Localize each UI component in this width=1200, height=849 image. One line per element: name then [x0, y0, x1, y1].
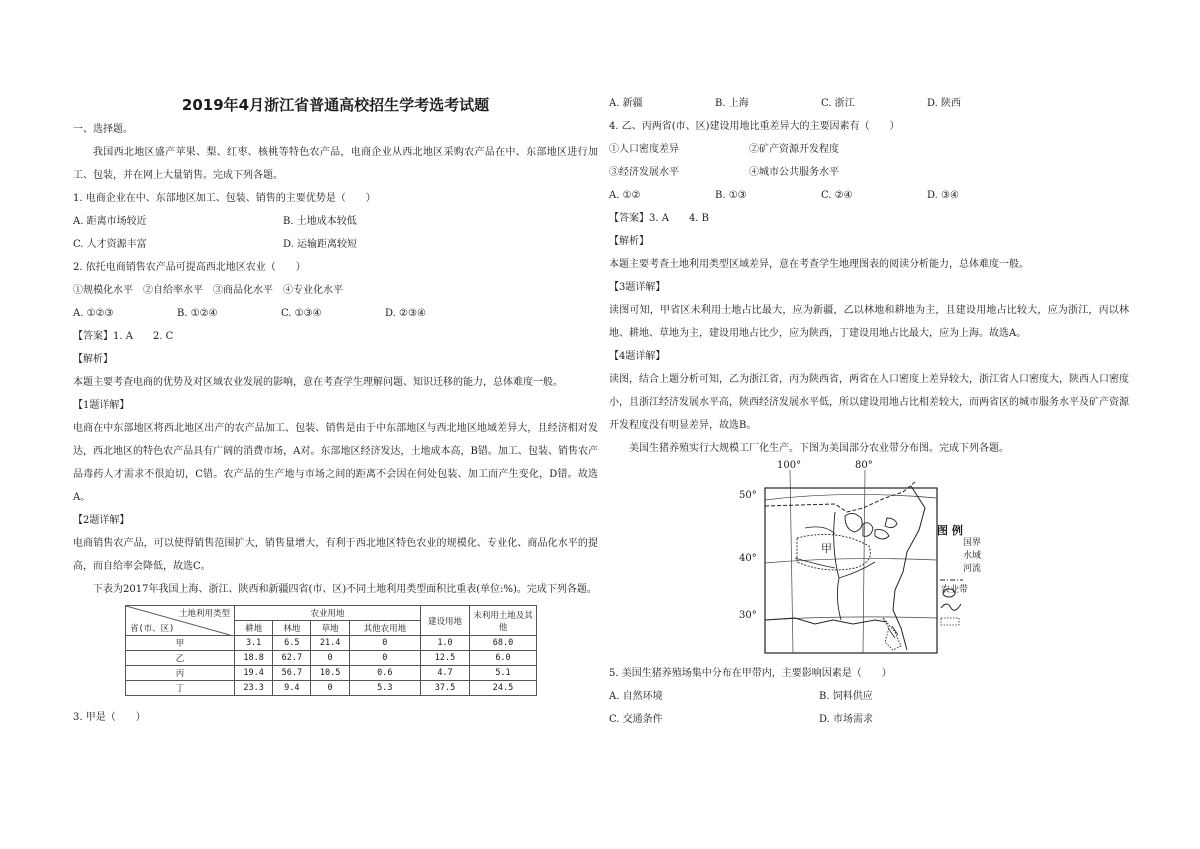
question-1-stem: 1. 电商企业在中、东部地区加工、包装、销售的主要优势是（ ） — [73, 193, 376, 204]
detail-heading-3: 【3题详解】 — [609, 282, 666, 293]
table-cell: 56.7 — [273, 666, 311, 681]
table-header-unused: 未利用土地及其他 — [470, 606, 537, 636]
analysis-heading-1: 【解析】 — [73, 354, 113, 365]
map-longitude-label: 100° — [777, 460, 802, 471]
question-5-options-row2 — [609, 708, 1129, 731]
detail-heading-2: 【2题详解】 — [73, 515, 130, 526]
question-4-options — [609, 184, 1129, 207]
table-row — [126, 666, 537, 681]
legend-item: 河流 — [963, 564, 982, 574]
q3-option-d: D. 陕西 — [927, 98, 962, 109]
detail-3-text: 读图可知，甲省区未利用土地占比最大，应为新疆，乙以林地和耕地为主，且建设用地占比较大，应为浙江，丙以林地、耕地、草地为主，建设用地占比少，应为陕西，丁建设用地占比最大，应为上海。故选A。 — [609, 305, 1129, 339]
table-cell: 21.4 — [311, 636, 349, 651]
table-row — [126, 636, 537, 651]
question-5-stem: 5. 美国生猪养殖场集中分布在甲带内，主要影响因素是（ ） — [609, 668, 892, 679]
legend-item: 农业带 — [941, 585, 969, 595]
question-4-stem: 4. 乙、丙两省(市、区)建设用地比重差异大的主要因素有（ ） — [609, 121, 900, 132]
table-cell: 62.7 — [273, 651, 311, 666]
question-1-options-row2 — [73, 233, 598, 256]
question-3-stem: 3. 甲是（ ） — [73, 712, 146, 723]
map-legend — [937, 524, 981, 597]
row-label: 丁 — [126, 681, 235, 696]
table-cell: 19.4 — [235, 666, 273, 681]
table-cell: 5.1 — [470, 666, 537, 681]
detail-heading-4: 【4题详解】 — [609, 351, 666, 362]
us-agriculture-map — [735, 460, 987, 656]
q4-option-d: D. ③④ — [927, 190, 959, 201]
left-column — [73, 92, 598, 729]
q1-option-b: B. 土地成本较低 — [283, 216, 357, 227]
q3-option-b: B. 上海 — [715, 98, 749, 109]
q5-option-d: D. 市场需求 — [819, 714, 874, 725]
q1-option-d: D. 运输距离较短 — [283, 239, 358, 250]
q1-option-c: C. 人才资源丰富 — [73, 239, 147, 250]
table-cell: 23.3 — [235, 681, 273, 696]
question-1-options-row1 — [73, 210, 598, 233]
question-2-stem: 2. 依托电商销售农产品可提高西北地区农业（ ） — [73, 262, 306, 273]
table-cell: 6.0 — [470, 651, 537, 666]
q4-option-b: B. ①③ — [715, 190, 747, 201]
legend-item: 水域 — [963, 551, 982, 561]
q4-item-2: ②矿产资源开发程度 — [749, 144, 839, 155]
row-label: 甲 — [126, 636, 235, 651]
row-label: 丙 — [126, 666, 235, 681]
q4-option-c: C. ②④ — [821, 190, 853, 201]
table-cell: 0 — [349, 651, 420, 666]
page-title: 2019年4月浙江省普通高校招生学考选考试题 — [181, 96, 490, 114]
table-cell: 12.5 — [421, 651, 470, 666]
table-cell: 3.1 — [235, 636, 273, 651]
q2-option-c: C. ①③④ — [281, 308, 322, 319]
detail-2-text: 电商销售农产品，可以使得销售范围扩大，销售量增大，有利于西北地区特色农业的规模化、专业化、商品化水平的提高，而自给率会降低，故选C。 — [73, 538, 598, 572]
analysis-1-2: 本题主要考查电商的优势及对区域农业发展的影响，意在考查学生理解问题、知识迁移的能力，总体难度一般。 — [73, 377, 563, 388]
table-cell: 18.8 — [235, 651, 273, 666]
table-row — [126, 681, 537, 696]
table-cell: 9.4 — [273, 681, 311, 696]
table-subheader: 草地 — [311, 621, 349, 636]
table-row — [126, 651, 537, 666]
table-cell: 0 — [311, 681, 349, 696]
q3-option-a: A. 新疆 — [609, 98, 643, 109]
q2-option-a: A. ①②③ — [73, 308, 114, 319]
table-subheader: 其他农用地 — [349, 621, 420, 636]
table-cell: 37.5 — [421, 681, 470, 696]
table-corner-top: 土地利用类型 — [178, 609, 230, 619]
question-5-options-row1 — [609, 685, 1129, 708]
table-cell: 0 — [311, 651, 349, 666]
map-latitude-label: 30° — [739, 610, 757, 621]
table-corner-bottom: 省(市、区) — [130, 624, 175, 634]
map-region-label: 甲 — [821, 542, 832, 555]
table-cell: 68.0 — [470, 636, 537, 651]
detail-4-text: 读图，结合上题分析可知，乙为浙江省，丙为陕西省，两省在人口密度上差异较大，浙江省人口密度大，陕西人口密度小，且浙江经济发展水平高，陕西经济发展水平低，所以建设用地占比相差较大，而两省区的城市服务水平及矿产资源开发程度没有明显差异，故选B。 — [609, 374, 1129, 431]
map-longitude-label: 80° — [855, 460, 873, 471]
q2-option-d: D. ②③④ — [385, 308, 426, 319]
q4-item-3: ③经济发展水平 — [609, 167, 679, 178]
question-2-options — [73, 302, 598, 325]
intro-paragraph-1: 我国西北地区盛产苹果、梨、红枣、核桃等特色农产品，电商企业从西北地区采购农产品在中、东部地区进行加工、包装，并在网上大量销售。完成下列各题。 — [73, 147, 598, 181]
table-subheader: 林地 — [273, 621, 311, 636]
analysis-3-4: 本题主要考查土地利用类型区域差异，意在考查学生地理图表的阅读分析能力，总体难度一般。 — [609, 259, 1029, 270]
table-cell: 5.3 — [349, 681, 420, 696]
detail-1-text: 电商在中东部地区将西北地区出产的农产品加工、包装、销售是由于中东部地区与西北地区地域差异大，且经济相对发达，西北地区的特色农产品具有广阔的消费市场，A对。东部地区经济发达，土地成本高，B错。加工、包装、销售农产品毒药人才需求不很迫切，C错。农产品的生产地与市场之间的距离不会因在何处包装、加工而产生变化，D错。故选A。 — [73, 423, 598, 503]
q5-option-b: B. 饲料供应 — [819, 691, 873, 702]
map-latitude-label: 50° — [739, 490, 757, 501]
q5-option-a: A. 自然环境 — [609, 691, 663, 702]
q4-option-a: A. ①② — [609, 190, 641, 201]
table-cell: 1.0 — [421, 636, 470, 651]
table-cell: 0 — [349, 636, 420, 651]
land-use-table — [125, 605, 537, 696]
question-4-items-row1 — [609, 138, 1129, 161]
question-2-items: ①规模化水平 ②自给率水平 ③商品化水平 ④专业化水平 — [73, 285, 343, 296]
map-latitude-label: 40° — [739, 553, 757, 564]
table-cell: 4.7 — [421, 666, 470, 681]
q3-option-c: C. 浙江 — [821, 98, 855, 109]
legend-title: 图 例 — [937, 524, 963, 537]
right-column — [609, 92, 1129, 731]
table-cell: 0.6 — [349, 666, 420, 681]
question-3-options — [609, 92, 1129, 115]
question-4-items-row2 — [609, 161, 1129, 184]
q4-item-4: ④城市公共服务水平 — [749, 167, 839, 178]
legend-item: 国界 — [963, 538, 982, 548]
table-corner-cell — [126, 606, 235, 636]
row-label: 乙 — [126, 651, 235, 666]
q5-option-c: C. 交通条件 — [609, 714, 663, 725]
section-heading: 一、选择题。 — [73, 124, 133, 135]
table-header-agri: 农业用地 — [235, 606, 421, 621]
answer-3-4: 【答案】3. A 4. B — [609, 213, 710, 224]
table-subheader: 耕地 — [235, 621, 273, 636]
intro-paragraph-2: 下表为2017年我国上海、浙江、陕西和新疆四省(市、区)不同土地利用类型面积比重表(单位:%)。完成下列各题。 — [93, 584, 597, 595]
table-header-build: 建设用地 — [421, 606, 470, 636]
q1-option-a: A. 距离市场较近 — [73, 216, 147, 227]
table-cell: 6.5 — [273, 636, 311, 651]
detail-heading-1: 【1题详解】 — [73, 400, 130, 411]
table-cell: 10.5 — [311, 666, 349, 681]
analysis-heading-2: 【解析】 — [609, 236, 649, 247]
table-cell: 24.5 — [470, 681, 537, 696]
q4-item-1: ①人口密度差异 — [609, 144, 679, 155]
answer-1-2: 【答案】1. A 2. C — [73, 331, 174, 342]
intro-paragraph-3: 美国生猪养殖实行大规模工厂化生产。下图为美国部分农业带分布图。完成下列各题。 — [629, 443, 1009, 454]
q2-option-b: B. ①②④ — [177, 308, 218, 319]
